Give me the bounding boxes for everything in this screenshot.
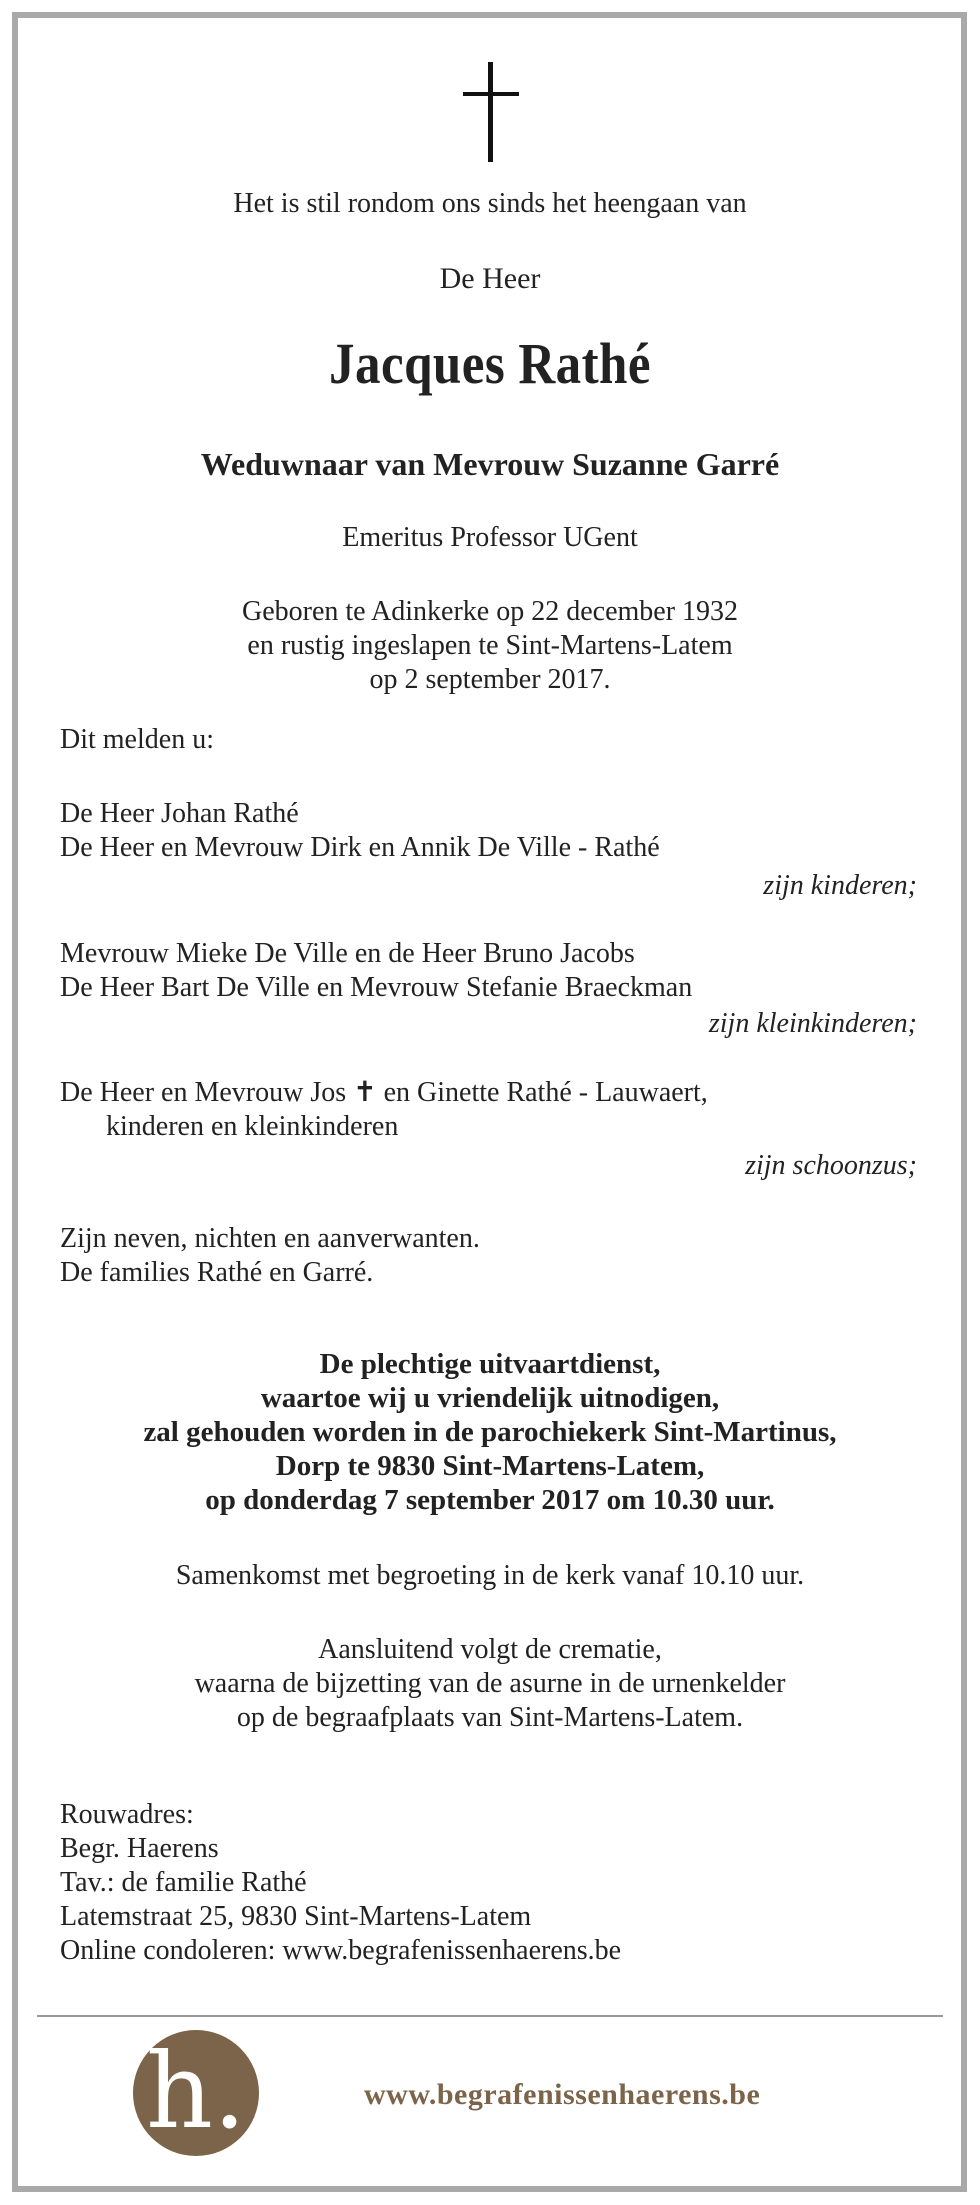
children-list [60, 797, 920, 865]
relatives-list [60, 1222, 920, 1290]
announce-lead: Dit melden u: [60, 724, 214, 755]
children-role: zijn kinderen; [763, 870, 917, 901]
cremation-line-2: waarna de bijzetting van de asurne in de urnenkelder [194, 1668, 786, 1699]
deceased-name: Jacques Rathé [329, 331, 651, 396]
relatives-line-1: Zijn neven, nichten en aanverwanten. [60, 1223, 480, 1254]
birth-death-info [40, 595, 940, 697]
service-line-4: Dorp te 9830 Sint-Martens-Latem, [275, 1450, 705, 1482]
service-line-2: waartoe wij u vriendelijk uitnodigen, [260, 1382, 720, 1414]
intro-text: Het is stil rondom ons sinds het heengaan van [233, 188, 747, 219]
address-online: Online condoleren: www.begrafenissenhaerens.be [60, 1935, 622, 1966]
born-line-2: en rustig ingeslapen te Sint-Martens-Latem [247, 630, 733, 661]
honorific: De Heer [439, 262, 541, 295]
born-line-1: Geboren te Adinkerke op 22 december 1932 [241, 596, 739, 627]
profession: Emeritus Professor UGent [342, 522, 638, 553]
address-company: Begr. Haerens [60, 1833, 219, 1864]
footer-divider [37, 2015, 943, 2017]
service-line-3: zal gehouden worden in de parochiekerk Sint-Martinus, [143, 1416, 837, 1448]
sister-in-law-line: De Heer en Mevrouw Jos ✝ en Ginette Rathé - Lauwaert, [60, 1077, 708, 1108]
grandchild-2: De Heer Bart De Ville en Mevrouw Stefanie Braeckman [60, 972, 693, 1003]
grandchild-1: Mevrouw Mieke De Ville en de Heer Bruno Jacobs [60, 938, 635, 969]
grandchildren-list [60, 937, 920, 1005]
born-line-3: op 2 september 2017. [369, 664, 611, 695]
child-2: De Heer en Mevrouw Dirk en Annik De Ville - Rathé [60, 832, 660, 863]
logo-letter: h. [145, 2030, 247, 2152]
cross-icon [463, 62, 519, 162]
funeral-service-info [40, 1347, 940, 1517]
service-line-5: op donderdag 7 september 2017 om 10.30 uur. [205, 1484, 775, 1516]
cremation-line-1: Aansluitend volgt de crematie, [318, 1634, 662, 1665]
address-label: Rouwadres: [60, 1799, 194, 1830]
sister-in-law-role: zijn schoonzus; [745, 1150, 917, 1181]
child-1: De Heer Johan Rathé [60, 798, 299, 829]
cremation-info [40, 1633, 940, 1735]
address-attention: Tav.: de familie Rathé [60, 1867, 307, 1898]
address-street: Latemstraat 25, 9830 Sint-Martens-Latem [60, 1901, 532, 1932]
cremation-line-3: op de begraafplaats van Sint-Martens-Latem. [236, 1702, 744, 1733]
sister-in-law-family: kinderen en kleinkinderen [106, 1111, 399, 1142]
haerens-logo [133, 2030, 259, 2156]
mourning-address [60, 1798, 920, 1968]
service-line-1: De plechtige uitvaartdienst, [319, 1348, 661, 1380]
sister-in-law-list [60, 1076, 920, 1144]
relatives-line-2: De families Rathé en Garré. [60, 1257, 374, 1288]
meeting-info: Samenkomst met begroeting in de kerk vanaf 10.10 uur. [175, 1560, 805, 1591]
website-link[interactable]: www.begrafenissenhaerens.be [364, 2078, 761, 2111]
widower-line: Weduwnaar van Mevrouw Suzanne Garré [200, 446, 780, 482]
grandchildren-role: zijn kleinkinderen; [708, 1008, 917, 1039]
